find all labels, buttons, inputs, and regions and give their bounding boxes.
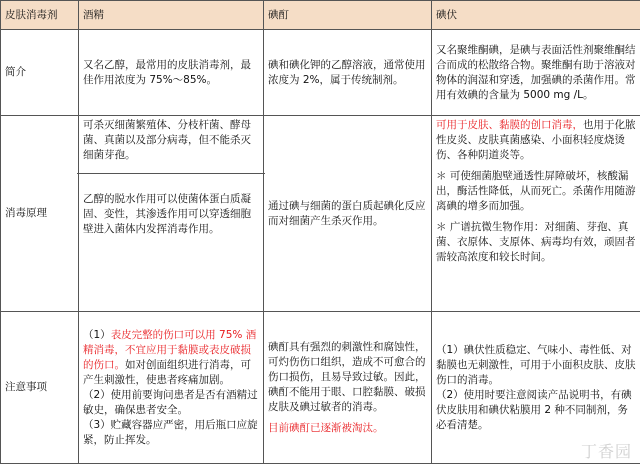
notes-povidone-p2: （2）使用时要注意阅读产品说明书，有碘伏皮肤用和碘伏粘膜用 2 种不同制剂，务必看清楚。 <box>436 388 632 431</box>
row-notes <box>1 312 640 464</box>
row-intro <box>1 30 640 116</box>
notes-alcohol-p3: （3）贮藏容器应严密，用后瓶口应旋紧，防止挥发。 <box>83 418 258 446</box>
header-alcohol: 酒精 <box>79 1 264 30</box>
intro-povidone: 又名聚维酮碘，是碘与表面活性剂聚维酮结合而成的松散络合物。聚维酮有助于溶液对物体的润湿和穿透，加强碘的杀菌作用。常用有效碘的含量为 5000 mg /L。 <box>432 30 640 116</box>
mechanism-alcohol-action: 乙醇的脱水作用可以使菌体蛋白质凝固、变性，其渗透作用可以穿透细胞壁进入菌体内发挥消毒作用。 <box>83 193 251 235</box>
row-label-notes: 注意事项 <box>1 312 79 464</box>
notes-alcohol-p1-prefix: （1） <box>83 328 111 341</box>
mechanism-alcohol-spectrum: 可杀灭细菌繁殖体、分枝杆菌、酵母菌、真菌以及部分病毒，但不能杀灭细菌芽孢。 <box>77 118 265 174</box>
row-label-mechanism: 消毒原理 <box>1 116 79 312</box>
mechanism-povidone-spectrum: ＊ 广谱抗微生物作用：对细菌、芽孢、真菌、衣原体、支原体、病毒均有效，顽固者需较高浓度和较长时间。 <box>436 221 636 263</box>
intro-iodine-tincture: 碘和碘化钾的乙醇溶液，通常使用浓度为 2%，属于传统制剂。 <box>264 30 432 116</box>
intro-alcohol: 又名乙醇，最常用的皮肤消毒剂，最佳作用浓度为 75%～85%。 <box>79 30 264 116</box>
mechanism-povidone-action: ＊ 可使细菌胞壁通透性屏障破坏，核酸漏出，酶活性降低，从而死亡。杀菌作用随游离碘的增多而加强。 <box>436 170 636 212</box>
notes-alcohol-p2: （2）使用前要询问患者是否有酒精过敏史，确保患者安全。 <box>83 388 258 416</box>
notes-iodine-tincture <box>264 312 432 464</box>
header-povidone-iodine: 碘伏 <box>432 1 640 30</box>
mechanism-povidone <box>432 116 640 312</box>
row-mechanism <box>1 116 640 312</box>
watermark-logo: 丁香园 <box>580 442 632 461</box>
header-row <box>1 1 640 30</box>
header-row-label: 皮肤消毒剂 <box>1 1 79 30</box>
notes-alcohol <box>79 312 264 464</box>
notes-iodine-tincture-obsolete: 目前碘酊已逐渐被淘汰。 <box>268 421 384 434</box>
mechanism-iodine-tincture: 通过碘与细菌的蛋白质起碘化反应而对细菌产生杀灭作用。 <box>264 116 432 312</box>
header-iodine-tincture: 碘酊 <box>264 1 432 30</box>
row-label-intro: 简介 <box>1 30 79 116</box>
notes-povidone-p1: （1）碘伏性质稳定、气味小、毒性低、对黏膜也无刺激性，可用于小面积皮肤、皮肤伤口的消毒。 <box>436 343 636 386</box>
notes-alcohol-warning: 表皮完整的伤口可以用 75% 酒精消毒，不宜应用于黏膜或表皮破损的伤口。 <box>83 328 257 371</box>
notes-alcohol-p1-rest: 如对创面组织进行消毒，可产生刺激性，使患者疼痛加剧。 <box>83 358 251 386</box>
notes-iodine-tincture-text: 碘酊具有强烈的刺激性和腐蚀性，可灼伤伤口组织，造成不可愈合的伤口损伤，且易导致过敏。因此，碘酊不能用于眼、口腔黏膜、破损皮肤及碘过敏者的消毒。 <box>268 340 426 413</box>
mechanism-povidone-uses: 也用于化脓性皮炎、皮肤真菌感染、小面积轻度烧烫伤、各种阴道炎等。 <box>436 119 636 161</box>
mechanism-alcohol <box>79 116 264 312</box>
mechanism-povidone-highlight: 可用于皮肤、黏膜的创口消毒， <box>436 119 583 131</box>
